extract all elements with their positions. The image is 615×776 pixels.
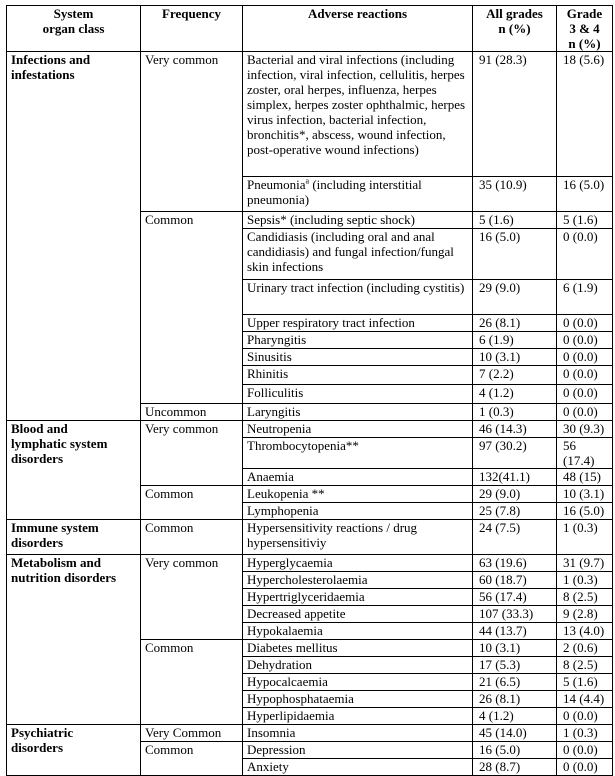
- adverse-reaction-cell: Rhinitis: [243, 366, 473, 385]
- adverse-reaction-cell: Anxiety: [243, 759, 473, 776]
- all-grades-cell: 24 (7.5): [473, 520, 557, 555]
- grade-3-4-cell: 8 (2.5): [557, 589, 613, 606]
- adverse-reaction-cell: Urinary tract infection (including cystitis): [243, 280, 473, 315]
- adverse-reaction-cell: Depression: [243, 742, 473, 759]
- table-row: [7, 725, 613, 742]
- adverse-reaction-cell: Anaemia: [243, 469, 473, 486]
- adverse-reaction-cell: Hypokalaemia: [243, 623, 473, 640]
- all-grades-cell: 91 (28.3): [473, 52, 557, 177]
- all-grades-cell: 17 (5.3): [473, 657, 557, 674]
- adverse-reaction-cell: Hypophosphataemia: [243, 691, 473, 708]
- grade-3-4-cell: 5 (1.6): [557, 674, 613, 691]
- grade-3-4-cell: 16 (5.0): [557, 177, 613, 212]
- adverse-reaction-cell: Hyperglycaemia: [243, 555, 473, 572]
- all-grades-cell: 4 (1.2): [473, 708, 557, 725]
- header-grade-3-4: Grade 3 & 4 n (%): [557, 6, 613, 52]
- all-grades-cell: 6 (1.9): [473, 332, 557, 349]
- adverse-reaction-cell: Dehydration: [243, 657, 473, 674]
- all-grades-cell: 46 (14.3): [473, 421, 557, 438]
- grade-3-4-cell: 2 (0.6): [557, 640, 613, 657]
- system-organ-class-cell: Blood and lymphatic system disorders: [7, 421, 141, 520]
- all-grades-cell: 5 (1.6): [473, 212, 557, 229]
- adverse-reaction-cell: Sinusitis: [243, 349, 473, 366]
- frequency-cell: Uncommon: [141, 404, 243, 421]
- all-grades-cell: 29 (9.0): [473, 486, 557, 503]
- reaction-detail: (including interstitial pneumonia): [247, 177, 422, 207]
- all-grades-cell: 26 (8.1): [473, 315, 557, 332]
- all-grades-cell: 4 (1.2): [473, 385, 557, 404]
- all-grades-cell: 1 (0.3): [473, 404, 557, 421]
- all-grades-cell: 45 (14.0): [473, 725, 557, 742]
- all-grades-cell: 29 (9.0): [473, 280, 557, 315]
- all-grades-cell: 107 (33.3): [473, 606, 557, 623]
- grade-3-4-cell: 8 (2.5): [557, 657, 613, 674]
- grade-3-4-cell: 56 (17.4): [557, 438, 613, 469]
- grade-3-4-cell: 1 (0.3): [557, 725, 613, 742]
- adverse-reaction-cell: Thrombocytopenia**: [243, 438, 473, 469]
- grade-3-4-cell: 0 (0.0): [557, 385, 613, 404]
- adverse-reaction-cell: Candidiasis (including oral and anal candidiasis) and fungal infection/fungal skin infections: [243, 229, 473, 280]
- grade-3-4-cell: 0 (0.0): [557, 742, 613, 759]
- adverse-reaction-cell: Hypercholesterolaemia: [243, 572, 473, 589]
- adverse-reactions-table-container: [6, 5, 613, 776]
- system-organ-class-cell: Immune system disorders: [7, 520, 141, 555]
- frequency-cell: Very common: [141, 52, 243, 212]
- all-grades-cell: 132(41.1): [473, 469, 557, 486]
- all-grades-cell: 16 (5.0): [473, 742, 557, 759]
- grade-3-4-cell: 14 (4.4): [557, 691, 613, 708]
- system-organ-class-cell: Metabolism and nutrition disorders: [7, 555, 141, 725]
- grade-3-4-cell: 1 (0.3): [557, 520, 613, 555]
- adverse-reaction-cell: Insomnia: [243, 725, 473, 742]
- table-row: [7, 555, 613, 572]
- adverse-reaction-cell: Diabetes mellitus: [243, 640, 473, 657]
- frequency-cell: Very common: [141, 421, 243, 486]
- grade-3-4-cell: 16 (5.0): [557, 503, 613, 520]
- all-grades-cell: 63 (19.6): [473, 555, 557, 572]
- all-grades-cell: 44 (13.7): [473, 623, 557, 640]
- adverse-reaction-cell: Hyperlipidaemia: [243, 708, 473, 725]
- grade-3-4-cell: 0 (0.0): [557, 759, 613, 776]
- adverse-reaction-cell: Sepsis* (including septic shock): [243, 212, 473, 229]
- table-body: [7, 52, 613, 776]
- grade-3-4-cell: 9 (2.8): [557, 606, 613, 623]
- all-grades-cell: 28 (8.7): [473, 759, 557, 776]
- reaction-name: Pneumonia: [247, 177, 306, 192]
- all-grades-cell: 16 (5.0): [473, 229, 557, 280]
- grade-3-4-cell: 5 (1.6): [557, 212, 613, 229]
- adverse-reaction-cell: Decreased appetite: [243, 606, 473, 623]
- grade-3-4-cell: 0 (0.0): [557, 332, 613, 349]
- header-all-grades: All grades n (%): [473, 6, 557, 52]
- adverse-reaction-cell: Lymphopenia: [243, 503, 473, 520]
- grade-3-4-cell: 48 (15): [557, 469, 613, 486]
- grade-3-4-cell: 0 (0.0): [557, 315, 613, 332]
- all-grades-cell: 97 (30.2): [473, 438, 557, 469]
- adverse-reaction-cell: Hypertriglyceridaemia: [243, 589, 473, 606]
- header-frequency: Frequency: [141, 6, 243, 52]
- adverse-reaction-cell: Hypersensitivity reactions / drug hypersensitiviy: [243, 520, 473, 555]
- frequency-cell: Common: [141, 520, 243, 555]
- grade-3-4-cell: 30 (9.3): [557, 421, 613, 438]
- grade-3-4-cell: 6 (1.9): [557, 280, 613, 315]
- grade-3-4-cell: 13 (4.0): [557, 623, 613, 640]
- system-organ-class-cell: Psychiatric disorders: [7, 725, 141, 776]
- footnote-marker: a: [305, 176, 310, 186]
- frequency-cell: Common: [141, 486, 243, 520]
- grade-3-4-cell: 0 (0.0): [557, 229, 613, 280]
- header-system-organ-class: System organ class: [7, 6, 141, 52]
- all-grades-cell: 10 (3.1): [473, 349, 557, 366]
- adverse-reaction-cell: Upper respiratory tract infection: [243, 315, 473, 332]
- adverse-reaction-cell: Pharyngitis: [243, 332, 473, 349]
- grade-3-4-cell: 0 (0.0): [557, 349, 613, 366]
- all-grades-cell: 35 (10.9): [473, 177, 557, 212]
- grade-3-4-cell: 31 (9.7): [557, 555, 613, 572]
- all-grades-cell: 56 (17.4): [473, 589, 557, 606]
- all-grades-cell: 26 (8.1): [473, 691, 557, 708]
- frequency-cell: Common: [141, 640, 243, 725]
- adverse-reaction-cell: [243, 177, 473, 212]
- system-organ-class-cell: Infections and infestations: [7, 52, 141, 421]
- grade-3-4-cell: 0 (0.0): [557, 708, 613, 725]
- all-grades-cell: 7 (2.2): [473, 366, 557, 385]
- table-row: [7, 421, 613, 438]
- header-adverse-reactions: Adverse reactions: [243, 6, 473, 52]
- adverse-reaction-cell: Laryngitis: [243, 404, 473, 421]
- grade-3-4-cell: 18 (5.6): [557, 52, 613, 177]
- all-grades-cell: 21 (6.5): [473, 674, 557, 691]
- grade-3-4-cell: 10 (3.1): [557, 486, 613, 503]
- grade-3-4-cell: 1 (0.3): [557, 572, 613, 589]
- all-grades-cell: 25 (7.8): [473, 503, 557, 520]
- frequency-cell: Common: [141, 742, 243, 776]
- adverse-reactions-table: [6, 5, 613, 776]
- frequency-cell: Very common: [141, 555, 243, 640]
- header-row: [7, 6, 613, 52]
- adverse-reaction-cell: Neutropenia: [243, 421, 473, 438]
- adverse-reaction-cell: Folliculitis: [243, 385, 473, 404]
- frequency-cell: Common: [141, 212, 243, 404]
- adverse-reaction-cell: Bacterial and viral infections (including infection, viral infection, cellulitis, herpes zoster, oral herpes, influenza, herpes simplex, herpes zoster ophthalmic, herpes virus infection, bacterial infection, bronchitis*, abscess, wound infection, post-operative wound infections): [243, 52, 473, 177]
- grade-3-4-cell: 0 (0.0): [557, 404, 613, 421]
- adverse-reaction-cell: Hypocalcaemia: [243, 674, 473, 691]
- grade-3-4-cell: 0 (0.0): [557, 366, 613, 385]
- table-row: [7, 520, 613, 555]
- adverse-reaction-cell: Leukopenia **: [243, 486, 473, 503]
- frequency-cell: Very Common: [141, 725, 243, 742]
- all-grades-cell: 10 (3.1): [473, 640, 557, 657]
- all-grades-cell: 60 (18.7): [473, 572, 557, 589]
- table-row: [7, 52, 613, 177]
